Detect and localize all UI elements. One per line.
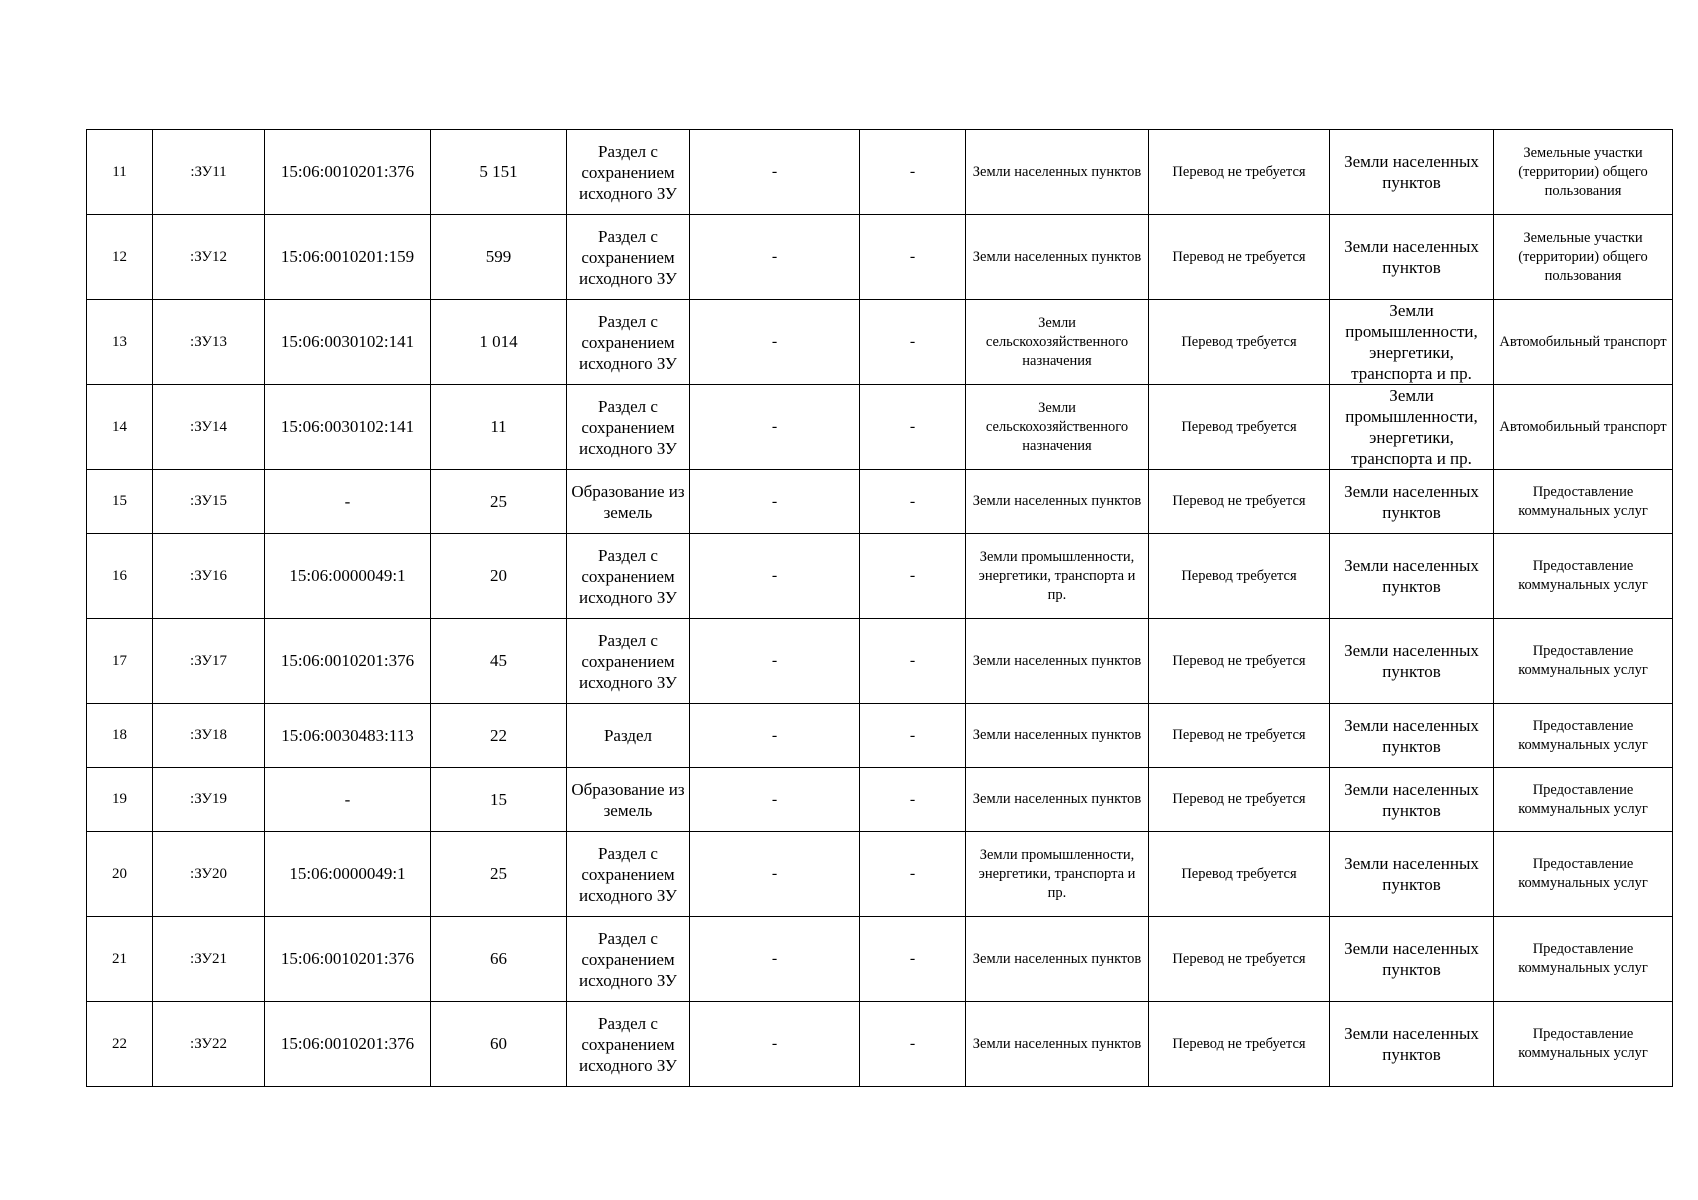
empty-value-7: - <box>860 704 966 768</box>
formation-method: Раздел с сохранением исходного ЗУ <box>567 300 690 385</box>
plot-code: :ЗУ12 <box>153 215 265 300</box>
transfer-status: Перевод не требуется <box>1149 704 1330 768</box>
transfer-status: Перевод не требуется <box>1149 768 1330 832</box>
cadastral-number: 15:06:0000049:1 <box>265 534 431 619</box>
plot-code: :ЗУ17 <box>153 619 265 704</box>
new-land-category: Земли населенных пунктов <box>1330 917 1494 1002</box>
row-number: 18 <box>87 704 153 768</box>
formation-method: Раздел <box>567 704 690 768</box>
plot-area: 20 <box>431 534 567 619</box>
land-category: Земли промышленности, энергетики, транспорта и пр. <box>966 832 1149 917</box>
empty-value-6: - <box>690 1002 860 1087</box>
formation-method: Раздел с сохранением исходного ЗУ <box>567 917 690 1002</box>
permitted-use: Предоставление коммунальных услуг <box>1494 704 1673 768</box>
new-land-category: Земли населенных пунктов <box>1330 619 1494 704</box>
empty-value-6: - <box>690 768 860 832</box>
plot-area: 22 <box>431 704 567 768</box>
plot-area: 45 <box>431 619 567 704</box>
new-land-category: Земли населенных пунктов <box>1330 704 1494 768</box>
cadastral-number: - <box>265 768 431 832</box>
empty-value-7: - <box>860 619 966 704</box>
land-category: Земли сельскохозяйственного назначения <box>966 385 1149 470</box>
plot-code: :ЗУ16 <box>153 534 265 619</box>
plot-area: 25 <box>431 832 567 917</box>
transfer-status: Перевод не требуется <box>1149 1002 1330 1087</box>
new-land-category: Земли населенных пунктов <box>1330 1002 1494 1087</box>
formation-method: Образование из земель <box>567 470 690 534</box>
transfer-status: Перевод требуется <box>1149 832 1330 917</box>
plot-code: :ЗУ20 <box>153 832 265 917</box>
row-number: 21 <box>87 917 153 1002</box>
plot-area: 5 151 <box>431 130 567 215</box>
plot-code: :ЗУ14 <box>153 385 265 470</box>
transfer-status: Перевод не требуется <box>1149 619 1330 704</box>
formation-method: Раздел с сохранением исходного ЗУ <box>567 385 690 470</box>
transfer-status: Перевод требуется <box>1149 385 1330 470</box>
empty-value-7: - <box>860 300 966 385</box>
row-number: 16 <box>87 534 153 619</box>
row-number: 15 <box>87 470 153 534</box>
plot-area: 66 <box>431 917 567 1002</box>
permitted-use: Земельные участки (территории) общего пользования <box>1494 215 1673 300</box>
cadastral-number: 15:06:0000049:1 <box>265 832 431 917</box>
formation-method: Раздел с сохранением исходного ЗУ <box>567 215 690 300</box>
transfer-status: Перевод не требуется <box>1149 470 1330 534</box>
land-category: Земли населенных пунктов <box>966 619 1149 704</box>
transfer-status: Перевод не требуется <box>1149 215 1330 300</box>
land-category: Земли населенных пунктов <box>966 470 1149 534</box>
transfer-status: Перевод не требуется <box>1149 917 1330 1002</box>
cadastral-number: 15:06:0010201:376 <box>265 130 431 215</box>
row-number: 20 <box>87 832 153 917</box>
land-category: Земли населенных пунктов <box>966 917 1149 1002</box>
land-category: Земли населенных пунктов <box>966 704 1149 768</box>
permitted-use: Предоставление коммунальных услуг <box>1494 470 1673 534</box>
formation-method: Раздел с сохранением исходного ЗУ <box>567 832 690 917</box>
plot-area: 1 014 <box>431 300 567 385</box>
land-category: Земли населенных пунктов <box>966 215 1149 300</box>
permitted-use: Предоставление коммунальных услуг <box>1494 768 1673 832</box>
empty-value-7: - <box>860 768 966 832</box>
permitted-use: Автомобильный транспорт <box>1494 385 1673 470</box>
cadastral-number: 15:06:0030483:113 <box>265 704 431 768</box>
permitted-use: Автомобильный транспорт <box>1494 300 1673 385</box>
row-number: 11 <box>87 130 153 215</box>
permitted-use: Предоставление коммунальных услуг <box>1494 619 1673 704</box>
cadastral-number: 15:06:0010201:376 <box>265 917 431 1002</box>
empty-value-7: - <box>860 534 966 619</box>
cadastral-number: 15:06:0030102:141 <box>265 385 431 470</box>
empty-value-6: - <box>690 300 860 385</box>
new-land-category: Земли населенных пунктов <box>1330 832 1494 917</box>
empty-value-6: - <box>690 470 860 534</box>
empty-value-7: - <box>860 130 966 215</box>
transfer-status: Перевод не требуется <box>1149 130 1330 215</box>
empty-value-7: - <box>860 832 966 917</box>
new-land-category: Земли промышленности, энергетики, транспорта и пр. <box>1330 385 1494 470</box>
plot-area: 60 <box>431 1002 567 1087</box>
plot-area: 25 <box>431 470 567 534</box>
new-land-category: Земли промышленности, энергетики, транспорта и пр. <box>1330 300 1494 385</box>
permitted-use: Земельные участки (территории) общего пользования <box>1494 130 1673 215</box>
formation-method: Раздел с сохранением исходного ЗУ <box>567 619 690 704</box>
empty-value-7: - <box>860 1002 966 1087</box>
formation-method: Раздел с сохранением исходного ЗУ <box>567 130 690 215</box>
row-number: 17 <box>87 619 153 704</box>
land-category: Земли населенных пунктов <box>966 1002 1149 1087</box>
plot-area: 15 <box>431 768 567 832</box>
new-land-category: Земли населенных пунктов <box>1330 470 1494 534</box>
empty-value-6: - <box>690 215 860 300</box>
permitted-use: Предоставление коммунальных услуг <box>1494 1002 1673 1087</box>
row-number: 19 <box>87 768 153 832</box>
transfer-status: Перевод требуется <box>1149 534 1330 619</box>
land-category: Земли сельскохозяйственного назначения <box>966 300 1149 385</box>
empty-value-7: - <box>860 215 966 300</box>
new-land-category: Земли населенных пунктов <box>1330 768 1494 832</box>
row-number: 14 <box>87 385 153 470</box>
new-land-category: Земли населенных пунктов <box>1330 215 1494 300</box>
new-land-category: Земли населенных пунктов <box>1330 130 1494 215</box>
permitted-use: Предоставление коммунальных услуг <box>1494 917 1673 1002</box>
plot-area: 11 <box>431 385 567 470</box>
transfer-status: Перевод требуется <box>1149 300 1330 385</box>
cadastral-number: 15:06:0010201:376 <box>265 1002 431 1087</box>
plot-code: :ЗУ21 <box>153 917 265 1002</box>
formation-method: Образование из земель <box>567 768 690 832</box>
plot-code: :ЗУ15 <box>153 470 265 534</box>
empty-value-6: - <box>690 832 860 917</box>
empty-value-7: - <box>860 385 966 470</box>
new-land-category: Земли населенных пунктов <box>1330 534 1494 619</box>
plot-area: 599 <box>431 215 567 300</box>
cadastral-number: 15:06:0030102:141 <box>265 300 431 385</box>
empty-value-6: - <box>690 534 860 619</box>
land-category: Земли населенных пунктов <box>966 768 1149 832</box>
plot-code: :ЗУ18 <box>153 704 265 768</box>
plot-code: :ЗУ13 <box>153 300 265 385</box>
table-body <box>87 130 1673 1087</box>
plot-code: :ЗУ22 <box>153 1002 265 1087</box>
cadastral-number: 15:06:0010201:376 <box>265 619 431 704</box>
land-plots-table <box>86 129 1673 1087</box>
empty-value-6: - <box>690 917 860 1002</box>
empty-value-7: - <box>860 917 966 1002</box>
row-number: 12 <box>87 215 153 300</box>
empty-value-6: - <box>690 619 860 704</box>
empty-value-6: - <box>690 385 860 470</box>
plot-code: :ЗУ11 <box>153 130 265 215</box>
row-number: 22 <box>87 1002 153 1087</box>
empty-value-6: - <box>690 130 860 215</box>
permitted-use: Предоставление коммунальных услуг <box>1494 534 1673 619</box>
formation-method: Раздел с сохранением исходного ЗУ <box>567 534 690 619</box>
empty-value-6: - <box>690 704 860 768</box>
land-category: Земли промышленности, энергетики, транспорта и пр. <box>966 534 1149 619</box>
empty-value-7: - <box>860 470 966 534</box>
cadastral-number: - <box>265 470 431 534</box>
permitted-use: Предоставление коммунальных услуг <box>1494 832 1673 917</box>
plot-code: :ЗУ19 <box>153 768 265 832</box>
cadastral-number: 15:06:0010201:159 <box>265 215 431 300</box>
land-category: Земли населенных пунктов <box>966 130 1149 215</box>
formation-method: Раздел с сохранением исходного ЗУ <box>567 1002 690 1087</box>
row-number: 13 <box>87 300 153 385</box>
